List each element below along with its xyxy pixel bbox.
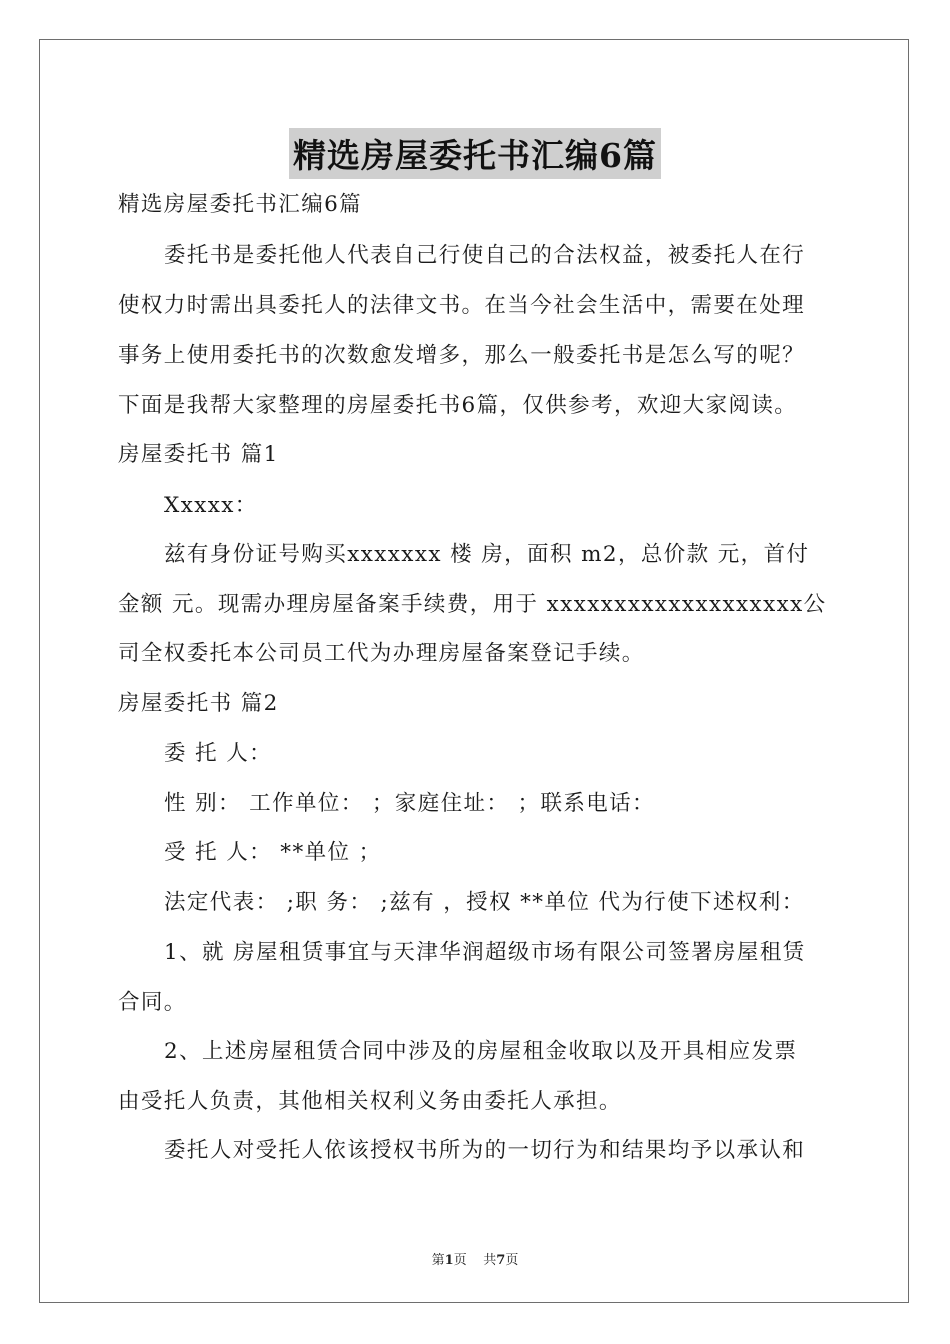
paragraph-line: 下面是我帮大家整理的房屋委托书6篇，仅供参考，欢迎大家阅读。 xyxy=(118,393,798,418)
paragraph-line: 司全权委托本公司员工代为办理房屋备案登记手续。 xyxy=(118,641,645,666)
section-heading: 房屋委托书 篇1 xyxy=(118,442,279,467)
paragraph-line: 委托书是委托他人代表自己行使自己的合法权益，被委托人在行 xyxy=(164,243,806,268)
page-prefix: 第 xyxy=(431,1253,445,1268)
paragraph-line: 由受托人负责，其他相关权利义务由委托人承担。 xyxy=(118,1089,622,1114)
title-wrap xyxy=(0,128,950,179)
total-pages: 7 xyxy=(496,1253,506,1268)
page-number: 1 xyxy=(444,1253,454,1268)
page-unit: 页 xyxy=(453,1253,467,1268)
paragraph-line: 金额 元。现需办理房屋备案手续费，用于 xxxxxxxxxxxxxxxxxxx公 xyxy=(118,592,827,617)
document-title: 精选房屋委托书汇编6篇 xyxy=(289,128,661,179)
paragraph-line: 委托人对受托人依该授权书所为的一切行为和结果均予以承认和 xyxy=(164,1138,806,1163)
paragraph-line: 事务上使用委托书的次数愈发增多，那么一般委托书是怎么写的呢？ xyxy=(118,343,806,368)
page-footer xyxy=(0,1249,950,1268)
paragraph-line: Xxxxx： xyxy=(164,493,258,518)
paragraph-line: 使权力时需出具委托人的法律文书。在当今社会生活中，需要在处理 xyxy=(118,293,806,318)
paragraph-line: 2、上述房屋租赁合同中涉及的房屋租金收取以及开具相应发票 xyxy=(164,1039,798,1064)
section-heading: 房屋委托书 篇2 xyxy=(118,691,279,716)
paragraph-line: 合同。 xyxy=(118,990,187,1015)
paragraph-line: 法定代表： ;职 务： ;兹有 ，授权 **单位 代为行使下述权利： xyxy=(164,890,805,915)
paragraph-line: 性 别： 工作单位： ；家庭住址： ；联系电话： xyxy=(164,791,655,816)
paragraph-line: 委 托 人： xyxy=(164,741,273,766)
paragraph-line: 1、就 房屋租赁事宜与天津华润超级市场有限公司签署房屋租赁 xyxy=(164,940,806,965)
paragraph-line: 受 托 人： **单位 ； xyxy=(164,840,382,865)
doc-subtitle: 精选房屋委托书汇编6篇 xyxy=(118,192,363,217)
total-unit: 页 xyxy=(505,1253,519,1268)
paragraph-line: 兹有身份证号购买xxxxxxx 楼 房，面积 m2，总价款 元，首付 xyxy=(164,542,810,567)
total-prefix: 共 xyxy=(483,1253,497,1268)
